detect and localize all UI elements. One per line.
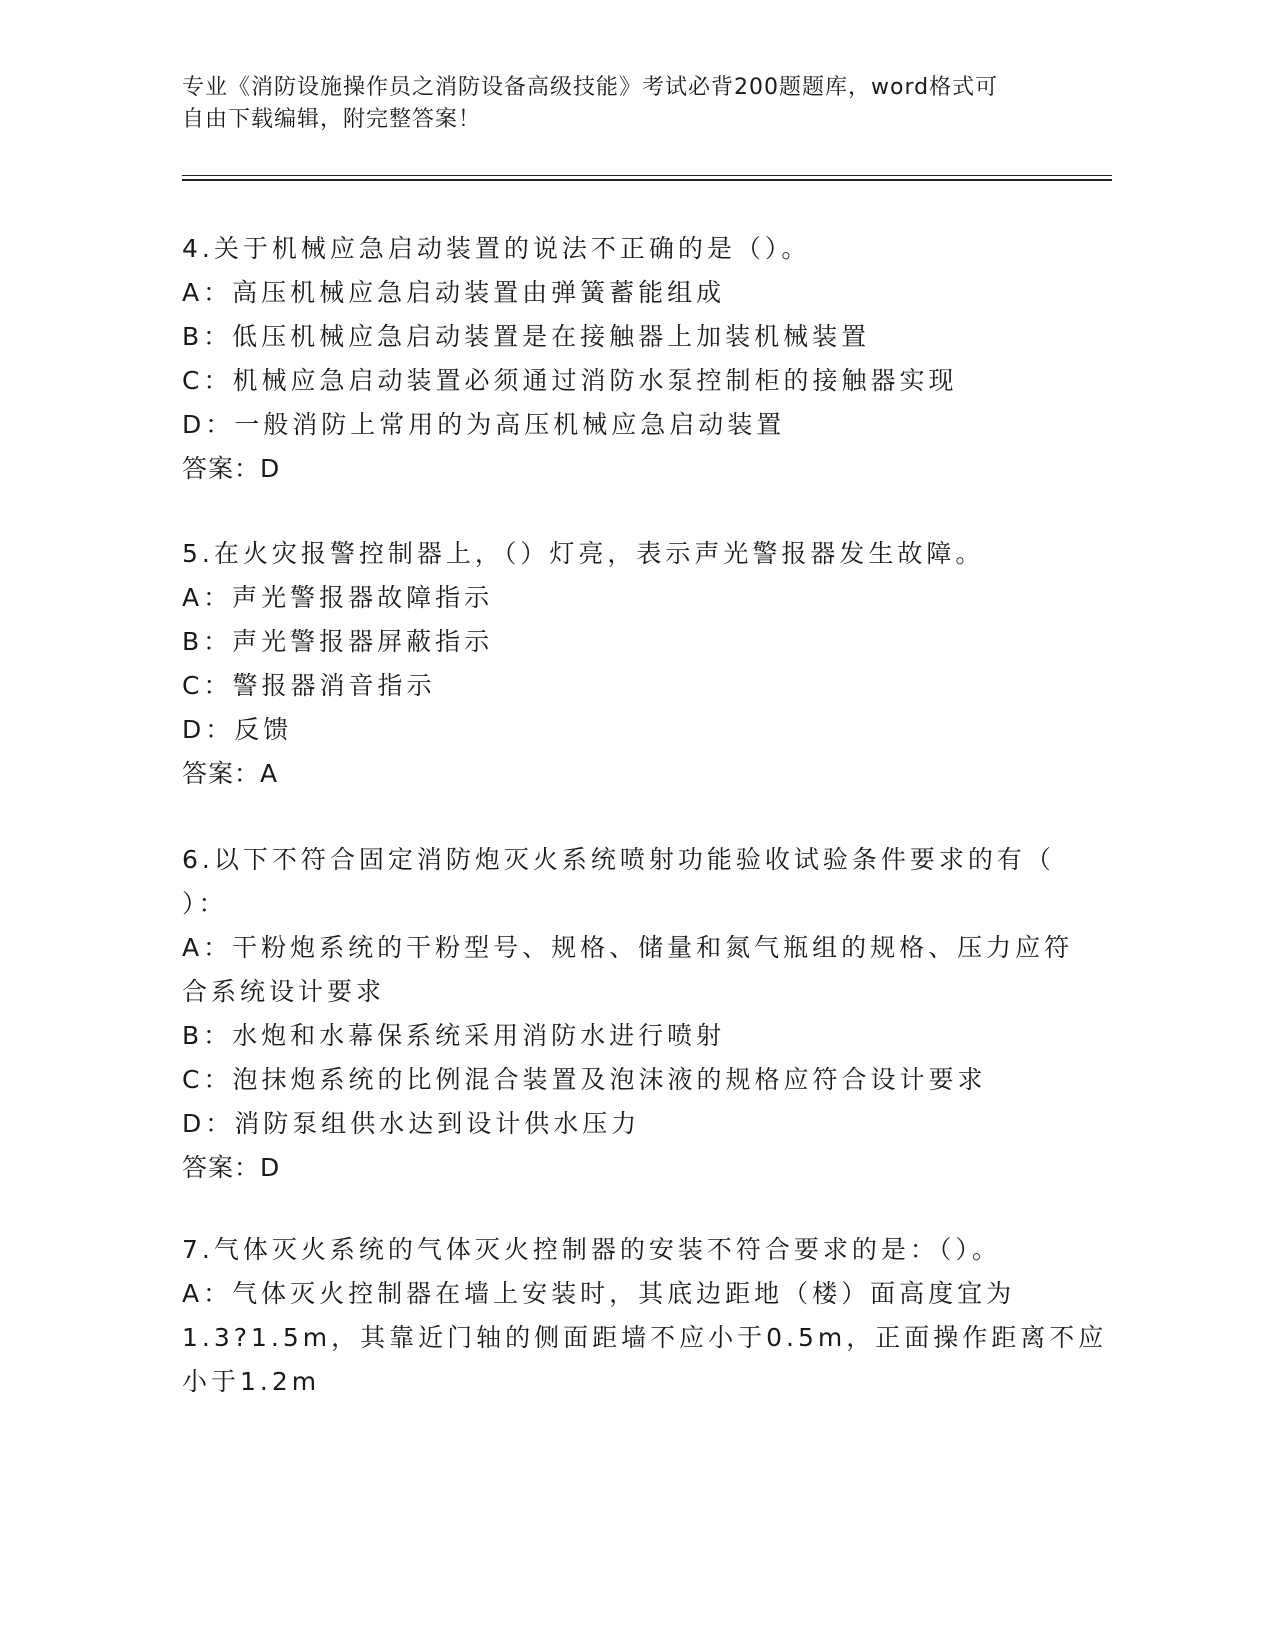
- option-b: B：水炮和水幕保系统采用消防水进行喷射: [182, 1021, 726, 1050]
- answer: 答案：D: [182, 1153, 281, 1182]
- question-7: [182, 1228, 1108, 1404]
- option-a-line-2: 1.3?1.5m，其靠近门轴的侧面距墙不应小于0.5m，正面操作距离不应: [182, 1323, 1108, 1352]
- question-stem: 7.气体灭火系统的气体灭火控制器的安装不符合要求的是：（）。: [182, 1235, 1001, 1264]
- question-stem: 5.在火灾报警控制器上，（）灯亮，表示声光警报器发生故障。: [182, 539, 985, 568]
- question-stem-line-2: ）：: [182, 889, 228, 918]
- option-b: B：声光警报器屏蔽指示: [182, 627, 494, 656]
- option-b: B：低压机械应急启动装置是在接触器上加装机械装置: [182, 322, 871, 351]
- document-header: [182, 72, 1062, 136]
- option-a-line-1: A：干粉炮系统的干粉型号、规格、储量和氮气瓶组的规格、压力应符: [182, 933, 1074, 962]
- option-a-line-1: A：气体灭火控制器在墙上安装时，其底边距地（楼）面高度宜为: [182, 1279, 1016, 1308]
- question-6: [182, 838, 1074, 1190]
- option-c: C：机械应急启动装置必须通过消防水泵控制柜的接触器实现: [182, 366, 958, 395]
- option-c: C：泡抹炮系统的比例混合装置及泡沫液的规格应符合设计要求: [182, 1065, 987, 1094]
- option-a-line-3: 小于1.2m: [182, 1367, 321, 1396]
- answer: 答案：D: [182, 454, 281, 483]
- option-d: D：消防泵组供水达到设计供水压力: [182, 1109, 641, 1138]
- question-5: [182, 532, 1062, 796]
- option-c: C：警报器消音指示: [182, 671, 436, 700]
- option-d: D：反馈: [182, 715, 293, 744]
- header-line-2: 自由下载编辑，附完整答案！: [182, 107, 482, 132]
- option-d: D：一般消防上常用的为高压机械应急启动装置: [182, 410, 786, 439]
- question-4: [182, 227, 1062, 491]
- question-stem: 4.关于机械应急启动装置的说法不正确的是（）。: [182, 234, 811, 263]
- header-line-1: 专业《消防设施操作员之消防设备高级技能》考试必背200题题库，word格式可: [182, 75, 999, 100]
- option-a: A：声光警报器故障指示: [182, 583, 494, 612]
- option-a-line-2: 合系统设计要求: [182, 977, 386, 1006]
- question-stem-line-1: 6.以下不符合固定消防炮灭火系统喷射功能验收试验条件要求的有（: [182, 845, 1055, 874]
- answer: 答案：A: [182, 759, 279, 788]
- option-a: A：高压机械应急启动装置由弹簧蓄能组成: [182, 278, 726, 307]
- header-divider-thick: [182, 179, 1112, 181]
- header-divider-thin: [182, 175, 1112, 176]
